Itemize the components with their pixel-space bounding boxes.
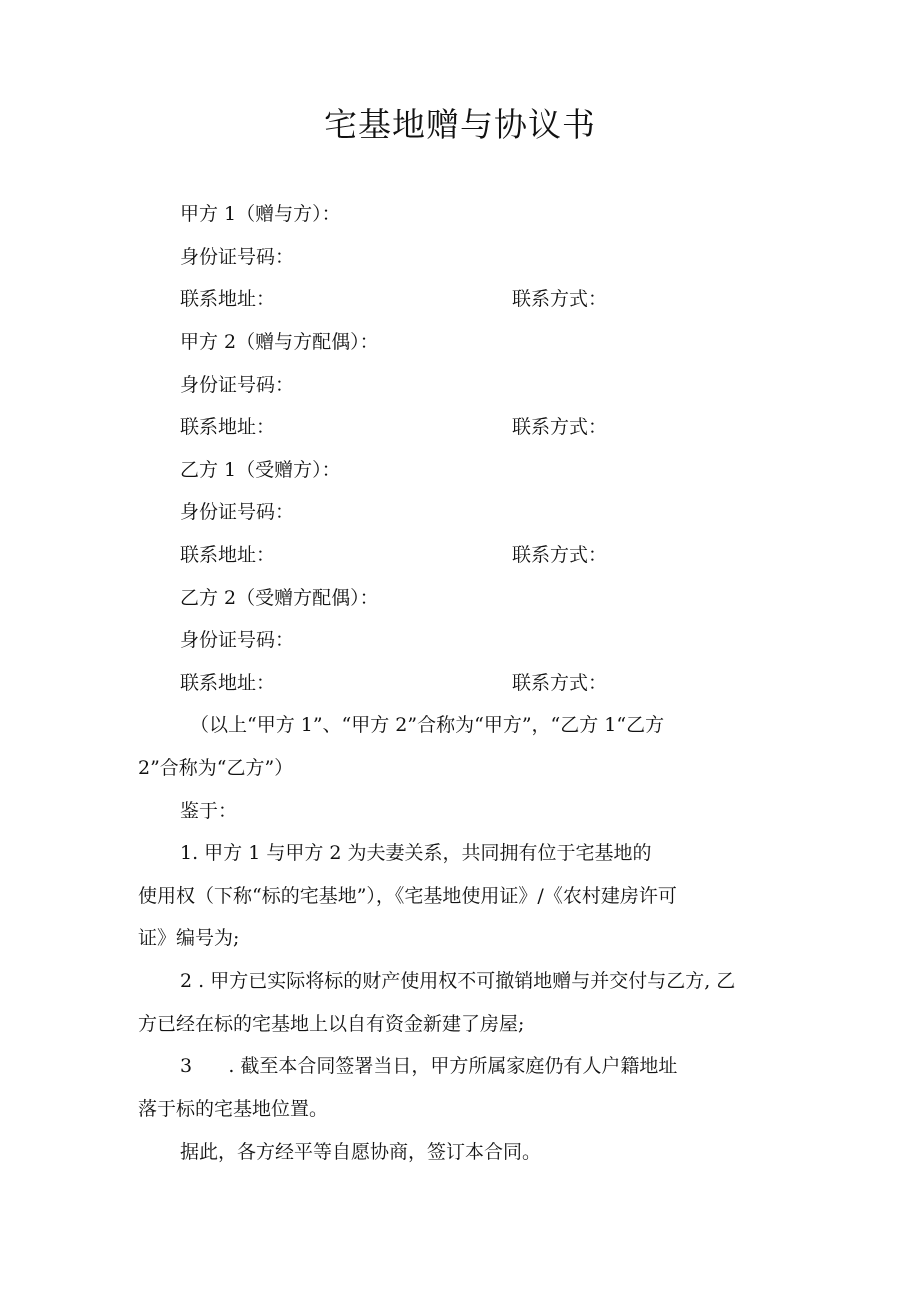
naming-note-line-2: 2”合称为“乙方”）: [138, 757, 294, 779]
clause-2-line-2: 方已经在标的宅基地上以自有资金新建了房屋;: [138, 1013, 525, 1035]
clause-3-line-2: 落于标的宅基地位置。: [138, 1098, 329, 1120]
party-a1-address-label: 联系地址：: [180, 288, 276, 310]
document-title: 宅基地赠与协议书: [324, 105, 596, 144]
party-a2-address-label: 联系地址：: [180, 416, 276, 438]
party-a1-label: 甲方 1（赠与方）：: [180, 203, 341, 225]
party-b2-contact-label: 联系方式：: [512, 672, 608, 694]
party-b1-address-label: 联系地址：: [180, 544, 276, 566]
party-b2-label: 乙方 2（受赠方配偶）：: [180, 587, 379, 609]
party-a1-id-label: 身份证号码：: [180, 246, 295, 268]
party-a1-contact-label: 联系方式：: [512, 288, 608, 310]
clause-1-line-3: 证》编号为;: [138, 927, 240, 949]
clause-2-line-1: 2 . 甲方已实际将标的财产使用权不可撤销地赠与并交付与乙方, 乙: [180, 970, 736, 992]
clause-3-line-1: 3 . 截至本合同签署当日，甲方所属家庭仍有人户籍地址: [180, 1055, 678, 1077]
naming-note-line-1: （以上“甲方 1”、“甲方 2”合称为“甲方”，“乙方 1“乙方: [190, 714, 665, 736]
party-b1-label: 乙方 1（受赠方）：: [180, 459, 341, 481]
party-a2-contact-label: 联系方式：: [512, 416, 608, 438]
party-b1-id-label: 身份证号码：: [180, 501, 295, 523]
clause-1-line-2: 使用权（下称“标的宅基地”），《宅基地使用证》/《农村建房许可: [138, 885, 677, 907]
conclusion-line: 据此，各方经平等自愿协商，签订本合同。: [180, 1141, 542, 1163]
party-a2-id-label: 身份证号码：: [180, 374, 295, 396]
party-b1-contact-label: 联系方式：: [512, 544, 608, 566]
clause-1-line-1: 1. 甲方 1 与甲方 2 为夫妻关系，共同拥有位于宅基地的: [180, 842, 652, 864]
party-b2-id-label: 身份证号码：: [180, 629, 295, 651]
party-b2-address-label: 联系地址：: [180, 672, 276, 694]
party-a2-label: 甲方 2（赠与方配偶）：: [180, 331, 379, 353]
whereas-heading: 鉴于：: [180, 800, 238, 822]
